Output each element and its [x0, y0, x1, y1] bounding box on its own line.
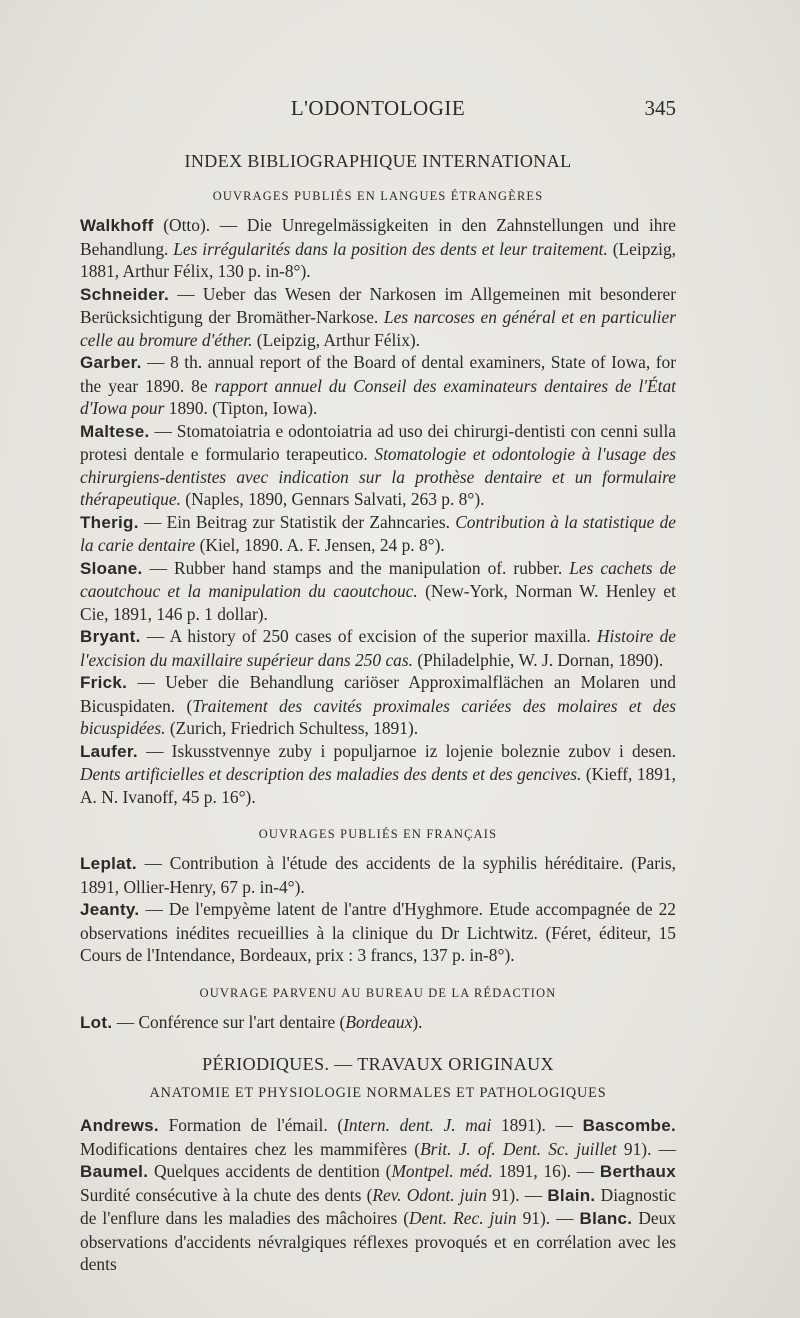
- entry-publication: ).: [412, 1011, 423, 1032]
- entry-frick: [80, 671, 676, 740]
- french-entries: [80, 852, 676, 967]
- entry-publication: (Kiel, 1890. A. F. Jensen, 24 p. 8°).: [195, 535, 445, 555]
- entry-french-title: Histoire de l'excision du maxillaire supérieur dans 250 cas.: [80, 626, 676, 670]
- entry-french-title: Les cachets de caoutchouc et la manipulation du caoutchouc.: [80, 557, 676, 601]
- entry-text: 91). —: [516, 1208, 580, 1228]
- entry-publication: (Leipzig, Arthur Félix).: [252, 329, 421, 350]
- entry-french-title: Stomatologie et odontologie à l'usage des chirurgiens-dentistes avec indication sur la prothèse dentaire et un formulaire thérapeutique.: [80, 444, 676, 509]
- running-header: [80, 96, 676, 126]
- entry-text: — De l'empyème latent de l'antre d'Hyghmore. Etude accompagnée de 22 observations inédites recueillies à la clinique du Dr Lichtwitz. (Féret, éditeur, 15 Cours de l'Intendance, Bordeaux, prix : 3 francs, 137 p. in-8°).: [80, 899, 676, 965]
- entry-text: — A history of 250 cases of excision of the superior maxilla.: [140, 626, 597, 646]
- section-title-index: INDEX BIBLIOGRAPHIQUE INTERNATIONAL: [184, 151, 572, 171]
- entry-text: — Stomatoiatria e odontoiatria ad uso dei chirurgi-dentisti con cenni sulla protesi dentale e formulario terapeutico.: [80, 420, 676, 464]
- entry-text: Deux observations d'accidents névralgiques réflexes provoqués et en corrélation avec les dents: [80, 1208, 677, 1274]
- page-number: 345: [644, 96, 676, 120]
- entry-jeanty: [80, 898, 676, 967]
- entry-french-title: Contribution à la statistique de la carie dentaire: [80, 511, 676, 555]
- entry-author: Walkhoff: [80, 216, 154, 235]
- entry-text: Modifications dentaires chez les mammifères (: [80, 1138, 421, 1159]
- entry-author: Sloane.: [80, 558, 143, 578]
- entry-text: — Ueber die Behandlung cariöser Approximalflächen an Molaren und Bicuspidaten. (: [80, 672, 676, 716]
- entry-author: Jeanty.: [80, 900, 140, 919]
- entry-french-title: Les narcoses en général et en particulier celle au bromure d'éther.: [80, 307, 676, 350]
- entry-leplat: [80, 852, 676, 898]
- entry-author: Therig.: [80, 512, 139, 532]
- entry-publication: (Naples, 1890, Gennars Salvati, 263 p. 8°).: [180, 489, 485, 509]
- entry-garber: [80, 351, 676, 420]
- entry-text: — Rubber hand stamps and the manipulation of. rubber.: [142, 557, 570, 578]
- section-subtitle-anatomie: ANATOMIE ET PHYSIOLOGIE NORMALES ET PATHOLOGIQUES: [149, 1085, 607, 1101]
- received-entries: [80, 1011, 676, 1035]
- entry-text: Surdité consécutive à la chute des dents (: [80, 1184, 373, 1205]
- entry-author: Blanc.: [579, 1209, 633, 1228]
- entry-text: — Ueber das Wesen der Narkosen im Allgemeinen mit besonderer Berücksichtigung der Bromäther-Narkose.: [80, 283, 676, 327]
- entry-author: Blain.: [547, 1185, 596, 1205]
- entry-text: — Conférence sur l'art dentaire (: [112, 1011, 346, 1032]
- journal-ref: Brit. J. of. Dent. Sc. juillet: [420, 1138, 617, 1159]
- entry-text: — Contribution à l'étude des accidents de la syphilis héréditaire. (Paris, 1891, Ollier-Henry, 67 p. in-4°).: [80, 853, 676, 897]
- entry-text: 91). —: [486, 1184, 548, 1205]
- entry-publication: 1890. (Tipton, Iowa).: [164, 398, 318, 418]
- entry-author: Baumel.: [80, 1162, 149, 1181]
- entry-publication: (Philadelphie, W. J. Dornan, 1890).: [412, 649, 664, 670]
- entry-lot: [80, 1011, 676, 1035]
- entry-text: 91). —: [616, 1138, 676, 1159]
- entry-author: Bascombe.: [582, 1116, 676, 1135]
- section-subtitle-foreign: OUVRAGES PUBLIÉS EN LANGUES ÉTRANGÈRES: [212, 189, 544, 203]
- periodiques-paragraph: [80, 1114, 676, 1276]
- section-subtitle-received: OUVRAGE PARVENU AU BUREAU DE LA RÉDACTION: [199, 985, 557, 1000]
- entry-author: Schneider.: [80, 284, 169, 304]
- entry-french-title: Les irrégularités dans la position des dents et leur traitement.: [173, 238, 608, 259]
- journal-ref: Intern. dent. J. mai: [343, 1115, 492, 1135]
- entry-author: Leplat.: [80, 854, 137, 873]
- entry-author: Andrews.: [80, 1116, 159, 1135]
- section-subtitle-french: OUVRAGES PUBLIÉS EN FRANÇAIS: [258, 827, 498, 841]
- entry-publication: (New-York, Norman W. Henley et Cie, 1891, 146 p. 1 dollar).: [80, 581, 676, 624]
- entry-author: Bryant.: [80, 627, 141, 646]
- entry-schneider: [80, 283, 676, 352]
- journal-ref: Dent. Rec. juin: [409, 1208, 517, 1228]
- entry-sloane: [80, 557, 676, 626]
- entry-author: Laufer.: [80, 741, 138, 761]
- entry-french-title: rapport annuel du Conseil des examinateurs dentaires de l'État d'Iowa pour: [80, 375, 676, 418]
- entry-text: Quelques accidents de dentition (: [148, 1161, 392, 1181]
- entry-french-title: Bordeaux: [345, 1011, 413, 1032]
- journal-ref: Montpel. méd.: [391, 1161, 493, 1181]
- page-content: [80, 150, 676, 1276]
- entry-author: Maltese.: [80, 421, 150, 441]
- entry-text: Diagnostic de l'enflure dans les maladies des mâchoires (: [80, 1184, 677, 1228]
- entry-laufer: [80, 740, 676, 809]
- entry-maltese: [80, 420, 676, 511]
- entry-bryant: [80, 625, 676, 671]
- entry-author: Lot.: [80, 1012, 113, 1032]
- entry-french-title: Traitement des cavités proximales cariées des molaires et des bicuspidées.: [80, 695, 676, 738]
- entry-therig: [80, 511, 676, 557]
- entry-text: — Ein Beitrag zur Statistik der Zahncaries.: [138, 511, 456, 532]
- entry-text: — 8 th. annual report of the Board of dental examiners, State of Iowa, for the year 1890. 8e: [80, 352, 676, 396]
- entry-text: — Iskusstvennye zuby i populjarnoe iz lojenie boleznie zubov i desen.: [137, 740, 676, 761]
- entry-text: 1891, 16). —: [492, 1161, 600, 1181]
- entry-author: Berthaux: [599, 1162, 676, 1181]
- entry-author: Garber.: [80, 353, 142, 372]
- running-title: L'ODONTOLOGIE: [290, 96, 466, 120]
- entry-walkhoff: [80, 214, 676, 283]
- entry-text: Formation de l'émail. (: [158, 1115, 344, 1135]
- entry-text: (Otto). — Die Unregelmässigkeiten in den Zahnstellungen und ihre Behandlung.: [80, 215, 676, 259]
- entry-publication: (Kieff, 1891, A. N. Ivanoff, 45 p. 16°).: [80, 764, 676, 807]
- entry-french-title: Dents artificielles et description des maladies des dents et des gencives.: [80, 764, 582, 784]
- entry-author: Frick.: [80, 673, 128, 692]
- section-title-periodiques: PÉRIODIQUES. — TRAVAUX ORIGINAUX: [202, 1054, 554, 1074]
- entry-publication: (Zurich, Friedrich Schultess, 1891).: [165, 718, 419, 738]
- entry-publication: (Leipzig, 1881, Arthur Félix, 130 p. in-8°).: [80, 238, 676, 281]
- journal-ref: Rev. Odont. juin: [372, 1184, 487, 1205]
- foreign-entries: [80, 214, 676, 808]
- entry-text: 1891). —: [491, 1115, 583, 1135]
